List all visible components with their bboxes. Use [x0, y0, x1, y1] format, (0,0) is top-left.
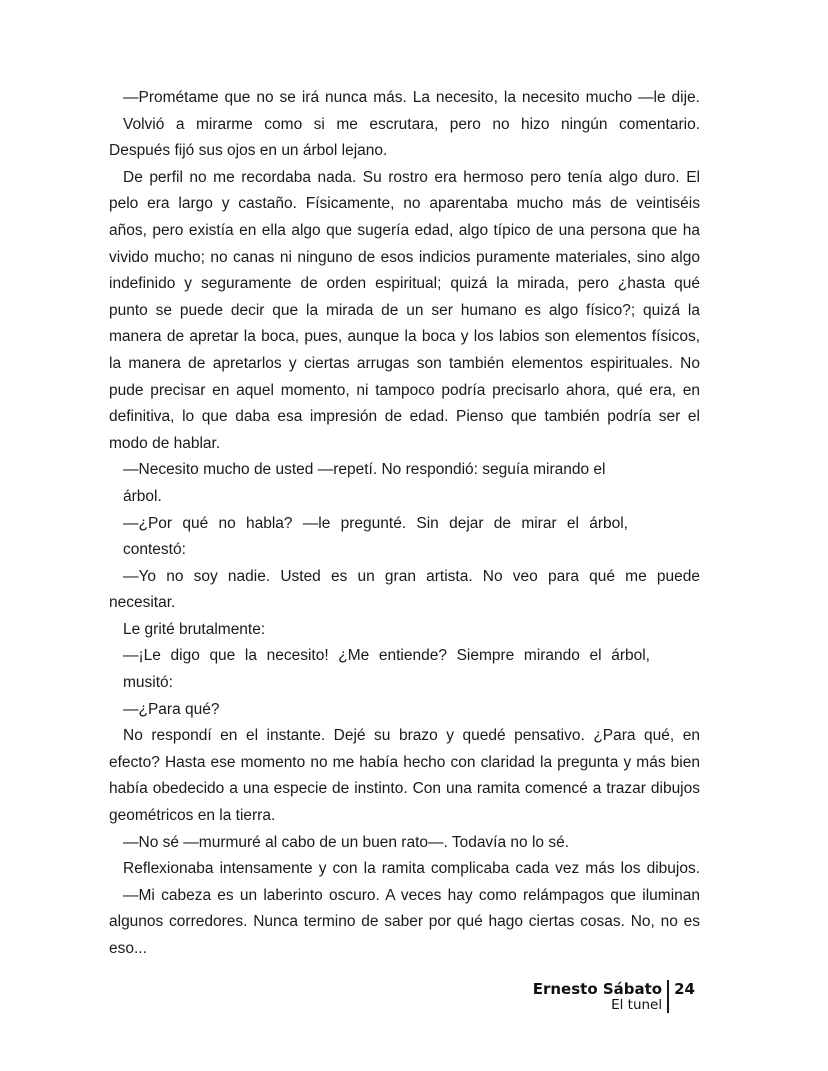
page-footer: [533, 981, 695, 1013]
text-line: —¿Para qué?: [123, 700, 220, 718]
text-line: —Mi cabeza es un laberinto oscuro. A veces hay como relámpagos que iluminan: [123, 886, 700, 904]
text-line: eso...: [109, 940, 147, 957]
text-line: definitiva, lo que daba esa impresión de edad. Pienso que también podría ser el: [109, 408, 700, 426]
text-line: musitó:: [123, 674, 173, 692]
text-line: Después fijó sus ojos en un árbol lejano.: [109, 142, 388, 160]
footer-book-title: El tunel: [611, 997, 663, 1013]
text-line: —¿Por qué no habla? —le pregunté. Sin dejar de mirar el árbol,: [123, 514, 628, 532]
text-line: efecto? Hasta ese momento no me había hecho con claridad la pregunta y más bien: [109, 753, 700, 771]
text-line: pude precisar en aquel momento, ni tampoco podría precisarlo ahora, qué era, en: [109, 381, 700, 399]
text-line: No respondí en el instante. Dejé su brazo y quedé pensativo. ¿Para qué, en: [123, 727, 700, 745]
text-line: Le grité brutalmente:: [123, 620, 266, 638]
text-line: indefinido y seguramente de orden espiritual; quizá la mirada, pero ¿hasta qué: [109, 275, 700, 293]
footer-text-block: [533, 981, 667, 1013]
text-line: geométricos en la tierra.: [109, 807, 276, 825]
text-line: la manera de apretarlos y ciertas arrugas son también elementos espirituales. No: [109, 354, 700, 372]
footer-author: Ernesto Sábato: [532, 980, 663, 998]
text-line: punto se puede decir que la mirada de un ser humano es algo físico?; quizá la: [109, 301, 700, 319]
text-line: pelo era largo y castaño. Físicamente, no aparentaba mucho más de veintiséis: [109, 195, 700, 213]
page-text: [109, 85, 700, 963]
text-line: modo de hablar.: [109, 434, 221, 452]
text-line: manera de apretar la boca, pues, aunque la boca y los labios son elementos físicos,: [109, 328, 700, 346]
text-line: —Necesito mucho de usted —repetí. No respondió: seguía mirando el: [123, 461, 606, 479]
text-line: —Yo no soy nadie. Usted es un gran artista. No veo para qué me puede: [123, 567, 700, 585]
text-line: —No sé —murmuré al cabo de un buen rato—. Todavía no lo sé.: [123, 833, 570, 851]
text-line: Reflexionaba intensamente y con la ramita complicaba cada vez más los dibujos.: [123, 860, 700, 878]
text-line: árbol.: [123, 487, 162, 505]
page-number: 24: [674, 980, 695, 998]
text-line: había obedecido a una especie de instinto. Con una ramita comencé a trazar dibujos: [109, 780, 700, 798]
text-line: De perfil no me recordaba nada. Su rostro era hermoso pero tenía algo duro. El: [123, 168, 700, 186]
text-line: necesitar.: [109, 594, 176, 612]
text-line: —¡Le digo que la necesito! ¿Me entiende? Siempre mirando el árbol,: [123, 647, 650, 665]
text-line: Volvió a mirarme como si me escrutara, pero no hizo ningún comentario.: [123, 115, 700, 133]
text-line: vivido mucho; no canas ni ninguno de esos indicios puramente materiales, sino algo: [109, 248, 700, 266]
text-line: —Prométame que no se irá nunca más. La necesito, la necesito mucho —le dije.: [123, 89, 700, 106]
text-line: contestó:: [123, 541, 186, 559]
text-line: algunos corredores. Nunca termino de saber por qué hago ciertas cosas. No, no es: [109, 913, 700, 931]
text-line: años, pero existía en ella algo que sugería edad, algo típico de una persona que ha: [109, 221, 700, 239]
